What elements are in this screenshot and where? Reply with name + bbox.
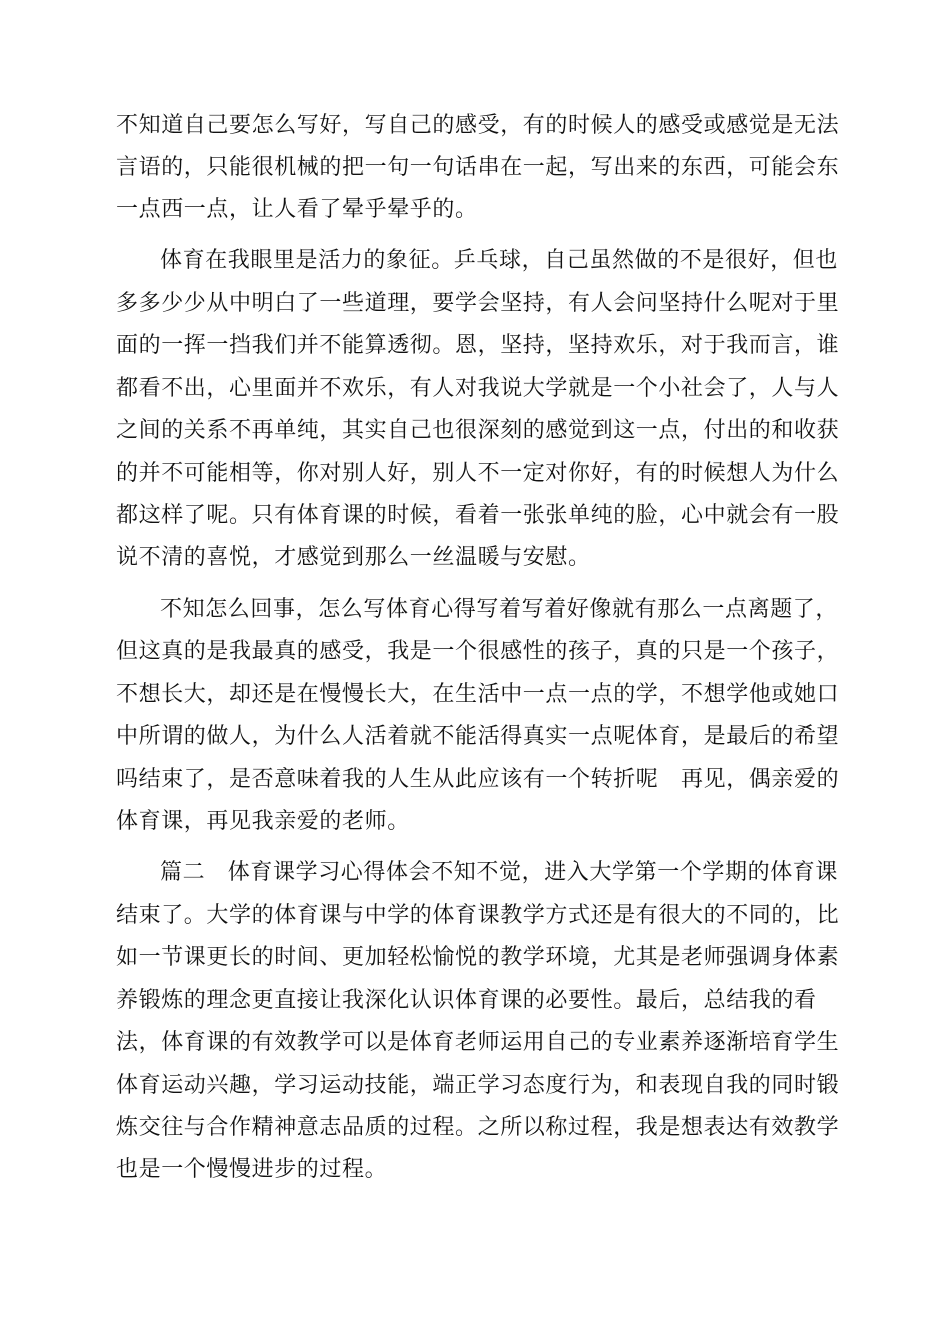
paragraph-first-line: 篇二 体育课学习心得体会不知不觉，进入大学第一个学期的体育课: [160, 860, 839, 885]
text-line: 也是一个慢慢进步的过程。: [116, 1157, 388, 1182]
text-line: 多多少少从中明白了一些道理，要学会坚持，有人会问坚持什么呢对于里: [116, 291, 840, 316]
text-line: 结束了。大学的体育课与中学的体育课教学方式还是有很大的不同的，比: [116, 903, 840, 928]
text-line: 不想长大，却还是在慢慢长大，在生活中一点一点的学，不想学他或她口: [116, 682, 840, 707]
text-line: 面的一挥一挡我们并不能算透彻。恩，坚持，坚持欢乐，对于我而言，谁: [116, 333, 840, 358]
text-line: 但这真的是我最真的感受，我是一个很感性的孩子，真的只是一个孩子，: [116, 639, 840, 664]
text-line: 不知道自己要怎么写好，写自己的感受，有的时候人的感受或感觉是无法: [116, 113, 840, 138]
text-line: 都看不出，心里面并不欢乐，有人对我说大学就是一个小社会了，人与人: [116, 376, 840, 401]
text-line: 法，体育课的有效教学可以是体育老师运用自己的专业素养逐渐培育学生: [116, 1030, 840, 1055]
text-line: 说不清的喜悦，才感觉到那么一丝温暖与安慰。: [116, 545, 591, 570]
text-line: 之间的关系不再单纯，其实自己也很深刻的感觉到这一点，付出的和收获: [116, 418, 840, 443]
text-line: 吗结束了，是否意味着我的人生从此应该有一个转折呢 再见，偶亲爱的: [116, 767, 840, 792]
text-line: 的并不可能相等，你对别人好，别人不一定对你好，有的时候想人为什么: [116, 461, 840, 486]
text-line: 体育课，再见我亲爱的老师。: [116, 809, 410, 834]
text-line: 中所谓的做人，为什么人活着就不能活得真实一点呢体育，是最后的希望: [116, 724, 840, 749]
paragraph-first-line: 不知怎么回事，怎么写体育心得写着写着好像就有那么一点离题了，: [160, 597, 839, 622]
paragraph-first-line: 体育在我眼里是活力的象征。乒乓球，自己虽然做的不是很好，但也: [160, 248, 839, 273]
text-line: 养锻炼的理念更直接让我深化认识体育课的必要性。最后，总结我的看: [116, 988, 817, 1013]
text-line: 体育运动兴趣，学习运动技能，端正学习态度行为，和表现自我的同时锻: [116, 1073, 840, 1098]
text-line: 言语的，只能很机械的把一句一句话串在一起，写出来的东西，可能会东: [116, 155, 840, 180]
text-line: 炼交往与合作精神意志品质的过程。之所以称过程，我是想表达有效教学: [116, 1115, 840, 1140]
text-line: 一点西一点，让人看了晕乎晕乎的。: [116, 197, 478, 222]
text-line: 都这样了呢。只有体育课的时候，看着一张张单纯的脸，心中就会有一股: [116, 503, 840, 528]
text-line: 如一节课更长的时间、更加轻松愉悦的教学环境，尤其是老师强调身体素: [116, 945, 840, 970]
